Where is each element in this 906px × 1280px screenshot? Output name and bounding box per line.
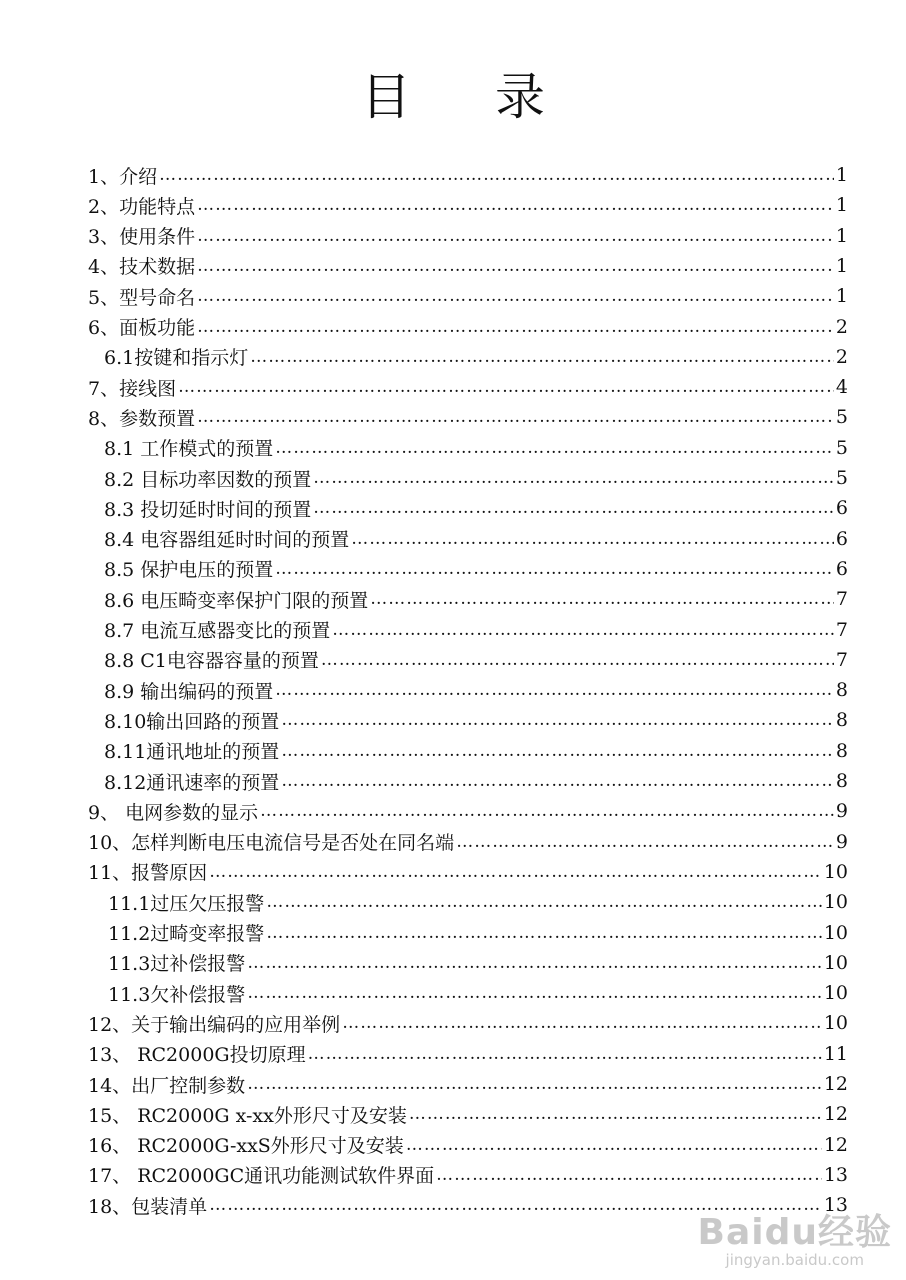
toc-entry xyxy=(104,524,848,554)
toc-entry-page: 10 xyxy=(823,921,848,944)
toc-entry-page: 1 xyxy=(835,164,848,186)
toc-entry-label: 15、 RC2000G x-xx外形尺寸及安装 xyxy=(88,1104,407,1127)
toc-entry-label: 8.1 工作模式的预置 xyxy=(104,438,274,461)
toc-leader-dots xyxy=(260,801,834,821)
toc-entry-page: 8 xyxy=(835,770,848,792)
toc-entry-label: 8.2 目标功率因数的预置 xyxy=(104,468,312,491)
toc-entry-label: 6.1按键和指示灯 xyxy=(104,347,249,370)
toc-entry xyxy=(108,978,848,1008)
toc-entry-label: 8.6 电压畸变率保护门限的预置 xyxy=(104,589,369,612)
toc-entry-label: 8、参数预置 xyxy=(88,407,196,430)
toc-leader-dots xyxy=(178,377,834,397)
toc-entry-page: 13 xyxy=(823,1194,848,1217)
toc-entry xyxy=(88,221,848,251)
toc-entry-label: 13、 RC2000G投切原理 xyxy=(88,1044,306,1067)
toc-entry-label: 11、报警原因 xyxy=(88,862,208,885)
toc-entry-label: 8.3 投切延时时间的预置 xyxy=(104,498,312,521)
toc-entry xyxy=(88,857,848,887)
toc-entry-page: 12 xyxy=(823,1103,848,1126)
toc-leader-dots xyxy=(159,165,834,185)
toc-entry-label: 8.10输出回路的预置 xyxy=(104,710,280,733)
toc-entry-label: 10、怎样判断电压电流信号是否处在同名端 xyxy=(88,832,455,855)
toc-entry xyxy=(88,160,848,190)
toc-leader-dots xyxy=(406,1135,822,1155)
toc-leader-dots xyxy=(275,680,834,700)
toc-leader-dots xyxy=(281,741,834,761)
toc-entry-page: 6 xyxy=(835,497,848,520)
toc-leader-dots xyxy=(281,710,834,730)
toc-leader-dots xyxy=(370,589,834,609)
toc-entry xyxy=(104,584,848,614)
toc-entry-page: 11 xyxy=(823,1042,848,1065)
toc-leader-dots xyxy=(313,468,834,488)
toc-leader-dots xyxy=(197,286,834,306)
toc-entry xyxy=(104,554,848,584)
toc-entry xyxy=(108,948,848,978)
toc-entry-page: 7 xyxy=(835,618,848,641)
toc-leader-dots xyxy=(247,953,822,973)
toc-entry-label: 18、包装清单 xyxy=(88,1195,208,1218)
toc-entry-label: 7、接线图 xyxy=(88,377,177,400)
toc-leader-dots xyxy=(197,407,834,427)
toc-leader-dots xyxy=(247,983,822,1003)
toc-entry xyxy=(88,402,848,432)
toc-entry-page: 7 xyxy=(835,588,848,611)
toc-entry-page: 5 xyxy=(835,406,848,429)
toc-entry xyxy=(88,372,848,402)
toc-entry-label: 8.4 电容器组延时时间的预置 xyxy=(104,529,350,552)
toc-entry-page: 10 xyxy=(823,982,848,1005)
toc-entry-page: 6 xyxy=(835,527,848,550)
toc-entry-label: 8.7 电流互感器变比的预置 xyxy=(104,620,331,642)
toc-entry-label: 5、型号命名 xyxy=(88,286,196,309)
toc-entry xyxy=(104,615,848,645)
toc-leader-dots xyxy=(197,226,834,246)
toc-leader-dots xyxy=(266,892,822,912)
toc-entry-label: 16、 RC2000G-xxS外形尺寸及安装 xyxy=(88,1135,404,1158)
watermark-url: jingyan.baidu.com xyxy=(725,1251,864,1269)
toc-entry xyxy=(88,827,848,857)
toc-entry xyxy=(88,1069,848,1099)
toc-entry-label: 14、出厂控制参数 xyxy=(88,1074,246,1097)
toc-entry-page: 6 xyxy=(835,557,848,580)
toc-entry-page: 4 xyxy=(835,376,848,399)
toc-entry-page: 12 xyxy=(823,1073,848,1095)
toc-entry-label: 4、技术数据 xyxy=(88,256,196,279)
toc-entry xyxy=(88,1008,848,1038)
toc-leader-dots xyxy=(342,1013,822,1033)
toc-leader-dots xyxy=(456,832,834,852)
toc-entry-label: 11.1过压欠压报警 xyxy=(108,892,265,915)
toc-entry-label: 8.9 输出编码的预置 xyxy=(104,680,274,703)
toc-entry-page: 10 xyxy=(823,1012,848,1035)
toc-entry xyxy=(104,493,848,523)
toc-leader-dots xyxy=(332,620,834,640)
toc-leader-dots xyxy=(275,559,834,579)
toc-leader-dots xyxy=(436,1165,822,1185)
toc-entry-label: 12、关于输出编码的应用举例 xyxy=(88,1013,341,1036)
toc-entry-label: 3、使用条件 xyxy=(88,226,196,249)
toc-entry-page: 1 xyxy=(835,285,848,308)
toc-leader-dots xyxy=(321,650,834,670)
toc-entry xyxy=(104,736,848,766)
toc-leader-dots xyxy=(313,498,834,518)
toc-entry xyxy=(104,675,848,705)
toc-entry-page: 1 xyxy=(835,254,848,277)
page-title: 目 录 xyxy=(361,68,579,126)
toc-leader-dots xyxy=(197,195,834,215)
toc-leader-dots xyxy=(308,1044,822,1064)
toc-entry xyxy=(88,1130,848,1160)
toc-entry-label: 11.3过补偿报警 xyxy=(108,953,246,976)
toc-entry-page: 10 xyxy=(823,951,848,974)
toc-leader-dots xyxy=(247,1074,822,1094)
toc-entry-page: 5 xyxy=(835,436,848,459)
toc-entry-label: 17、 RC2000GC通讯功能测试软件界面 xyxy=(88,1165,435,1188)
toc-leader-dots xyxy=(266,923,822,943)
toc-entry xyxy=(88,1160,848,1190)
watermark-logo: Baidu经验 xyxy=(697,1212,892,1253)
toc-entry-page: 12 xyxy=(823,1133,848,1156)
toc-entry-page: 1 xyxy=(835,194,848,217)
toc-entry-page: 8 xyxy=(835,679,848,702)
toc-leader-dots xyxy=(197,256,834,276)
toc-leader-dots xyxy=(409,1104,822,1124)
toc-entry xyxy=(108,887,848,917)
toc-entry xyxy=(104,705,848,735)
toc-entry-label: 8.12通讯速率的预置 xyxy=(104,771,280,794)
toc-leader-dots xyxy=(197,317,834,337)
toc-entry xyxy=(104,433,848,463)
toc-entry-label: 1、介绍 xyxy=(88,165,158,188)
toc-entry-page: 1 xyxy=(835,224,848,247)
toc-entry-label: 6、面板功能 xyxy=(88,317,196,339)
toc-entry xyxy=(104,766,848,796)
toc-entry-page: 7 xyxy=(835,648,848,671)
toc-leader-dots xyxy=(250,347,834,367)
toc-entry-page: 10 xyxy=(823,860,848,883)
toc-entry xyxy=(88,1039,848,1069)
toc-entry-label: 8.11通讯地址的预置 xyxy=(104,741,280,764)
toc-entry-label: 11.3欠补偿报警 xyxy=(108,983,246,1006)
toc-entry-label: 11.2过畸变率报警 xyxy=(108,923,265,945)
toc-entry-label: 8.5 保护电压的预置 xyxy=(104,559,274,582)
toc-entry-page: 2 xyxy=(835,345,848,368)
toc-entry xyxy=(104,645,848,675)
toc-entry xyxy=(88,281,848,311)
toc-entry-label: 8.8 C1电容器容量的预置 xyxy=(104,650,319,673)
toc-entry-label: 2、功能特点 xyxy=(88,195,196,218)
toc-entry xyxy=(104,463,848,493)
toc-entry xyxy=(88,796,848,826)
toc-leader-dots xyxy=(209,862,822,882)
watermark xyxy=(698,1214,892,1268)
toc-entry xyxy=(88,312,848,342)
toc-entry-page: 5 xyxy=(835,467,848,489)
toc-leader-dots xyxy=(281,771,834,791)
toc-entry-page: 8 xyxy=(835,709,848,732)
toc-entry xyxy=(104,342,848,372)
toc-entry xyxy=(108,918,848,948)
toc-entry-page: 9 xyxy=(835,830,848,853)
toc-leader-dots xyxy=(351,529,834,549)
toc-entry xyxy=(88,190,848,220)
toc-entry-page: 13 xyxy=(823,1163,848,1186)
toc-entry xyxy=(88,1099,848,1129)
toc-entry-page: 2 xyxy=(835,315,848,338)
toc-entry-label: 9、 电网参数的显示 xyxy=(88,801,259,824)
toc-entry-page: 8 xyxy=(835,739,848,762)
toc-entry xyxy=(88,251,848,281)
toc-entry-page: 9 xyxy=(835,800,848,823)
toc-entry-page: 10 xyxy=(823,891,848,914)
toc-leader-dots xyxy=(275,438,834,458)
